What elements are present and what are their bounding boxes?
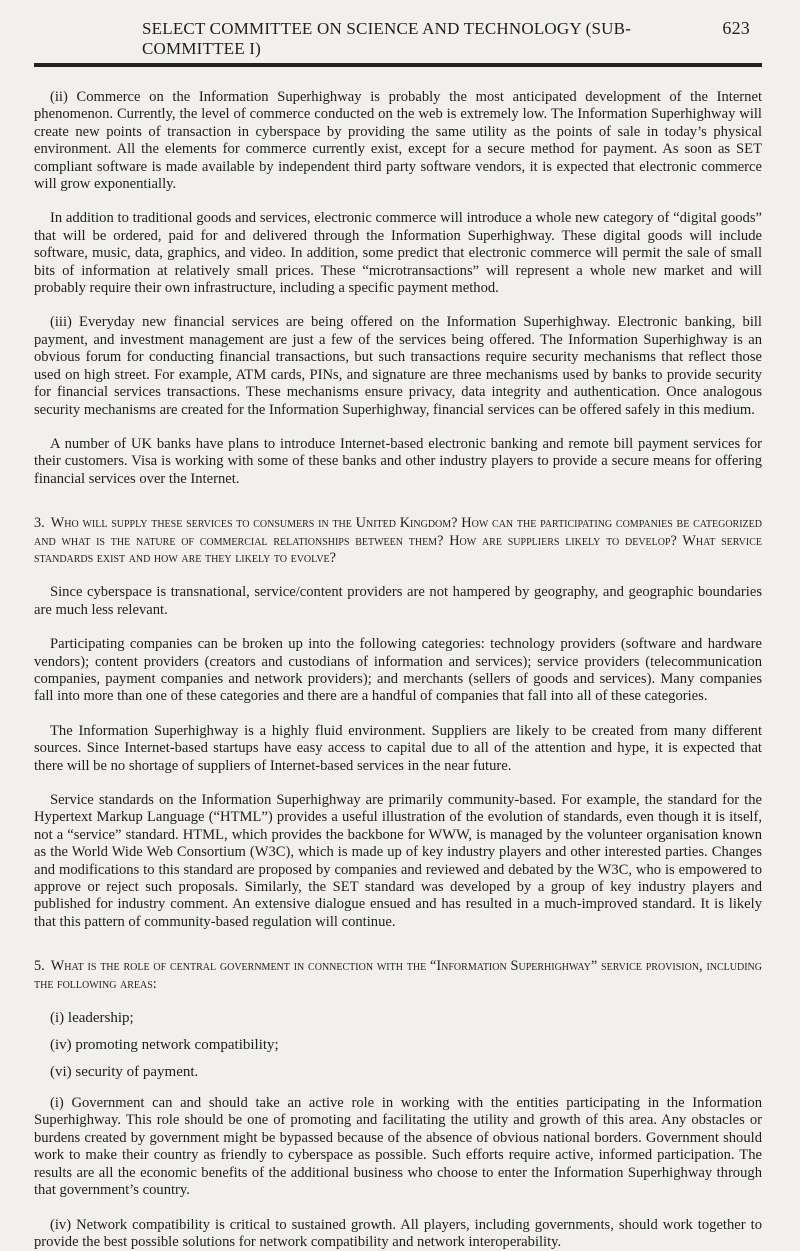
- question-5-heading: [34, 958, 762, 993]
- list-item: (i) leadership;: [50, 1010, 762, 1027]
- paragraph-uk-banks: A number of UK banks have plans to introduce Internet-based electronic banking and remote bill payment services for their customers. Visa is working with some of these banks and other industry players to provide a secure means for offering financial services over the Internet.: [34, 436, 762, 488]
- document-body: [34, 89, 762, 1251]
- paragraph-financial-services: (iii) Everyday new financial services are being offered on the Information Superhighway. Electronic banking, bill payment, and investment management are just a few of the services being offered. The Information Superhighway is an obvious forum for conducting financial transactions, but such transactions require security mechanisms that reflect those used on high street. For example, ATM cards, PINs, and signature are three mechanisms used by banks to provide security for financial services transactions. These mechanisms ensure privacy, data integrity and authentication. Once analogous security mechanisms are created for the Information Superhighway, financial services can be offered safely in this medium.: [34, 314, 762, 418]
- paragraph-digital-goods: In addition to traditional goods and services, electronic commerce will introduce a whole new category of “digital goods” that will be ordered, paid for and delivered through the Information Superhighway. These digital goods will include software, music, data, graphics, and video. In addition, some predict that electronic commerce will permit the sale of small bits of information at relatively small prices. These “microtransactions” will represent a whole new market and will probably require their own infrastructure, including a specific payment method.: [34, 210, 762, 297]
- paragraph-government-role: (i) Government can and should take an active role in working with the entities participating in the Information Superhighway. This role should be one of promoting and facilitating the utility and growth of this area. Any obstacles or burdens created by government might be bypassed because of the absence of obvious national borders. Government should work to make their country as friendly to cyberspace as possible. Such efforts require active, informed participation. The results are all the economic benefits of the additional business who choose to enter the Information Superhighway through that government’s country.: [34, 1095, 762, 1199]
- paragraph-commerce: (ii) Commerce on the Information Superhighway is probably the most anticipated development of the Internet phenomenon. Currently, the level of commerce conducted on the web is extremely low. The Information Superhighway will create new points of transaction in cyberspace by providing the same utility as the points of sale in today’s physical environment. All the elements for commerce currently exist, except for a secure method for payment. As soon as SET compliant software is made available by independent third party software vendors, it is expected that electronic commerce will grow exponentially.: [34, 89, 762, 193]
- list-item: (iv) promoting network compatibility;: [50, 1037, 762, 1054]
- question-3-text: Who will supply these services to consumers in the United Kingdom? How can the participating companies be categorized and what is the nature of commercial relationships between them? How are suppliers likely to develop? What service standards exist and how are they likely to evolve?: [34, 515, 762, 566]
- question-3-number: 3.: [34, 515, 45, 531]
- list-item: (vi) security of payment.: [50, 1064, 762, 1081]
- question-3-heading: [34, 515, 762, 567]
- paragraph-network-compatibility: (iv) Network compatibility is critical to sustained growth. All players, including governments, should work together to provide the best possible solutions for network compatibility and network interoperability.: [34, 1217, 762, 1251]
- header-rule: [34, 63, 762, 67]
- page-number: 623: [722, 18, 750, 39]
- paragraph-service-standards: Service standards on the Information Superhighway are primarily community-based. For example, the standard for the Hypertext Markup Language (“HTML”) provides a useful illustration of the evolution of standards, even though it is itself, not a “service” standard. HTML, which provides the backbone for WWW, is managed by the volunteer organisation known as the World Wide Web Consortium (W3C), which is made up of key industry players and other interested parties. Changes and modifications to this standard are proposed by companies and reviewed and debated by the W3C, who is empowered to approve or reject such proposals. Similarly, the SET standard was developed by a group of key industry players and published for industry comment. An extensive dialogue ensued and has resulted in a much-improved standard. It is likely that this pattern of community-based regulation will continue.: [34, 792, 762, 931]
- paragraph-categories: Participating companies can be broken up into the following categories: technology providers (software and hardware vendors); content providers (creators and custodians of information and services); service providers (telecommunication companies, payment companies and network providers); and merchants (sellers of goods and services). Many companies fall into more than one of these categories and there are a handful of companies that fall into all of these categories.: [34, 636, 762, 706]
- question-5-text: What is the role of central government in connection with the “Information Superhighway” service provision, including the following areas:: [34, 958, 762, 991]
- areas-list: [34, 1010, 762, 1081]
- header-title: SELECT COMMITTEE ON SCIENCE AND TECHNOLOGY (SUB-COMMITTEE I): [142, 19, 722, 59]
- running-header: [34, 0, 762, 59]
- paragraph-transnational: Since cyberspace is transnational, service/content providers are not hampered by geography, and geographic boundaries are much less relevant.: [34, 584, 762, 619]
- question-5-number: 5.: [34, 958, 45, 974]
- paragraph-fluid-environment: The Information Superhighway is a highly fluid environment. Suppliers are likely to be created from many different sources. Since Internet-based startups have easy access to capital due to all of the attention and hype, it is expected that there will be no shortage of suppliers of Internet-based services in the near future.: [34, 723, 762, 775]
